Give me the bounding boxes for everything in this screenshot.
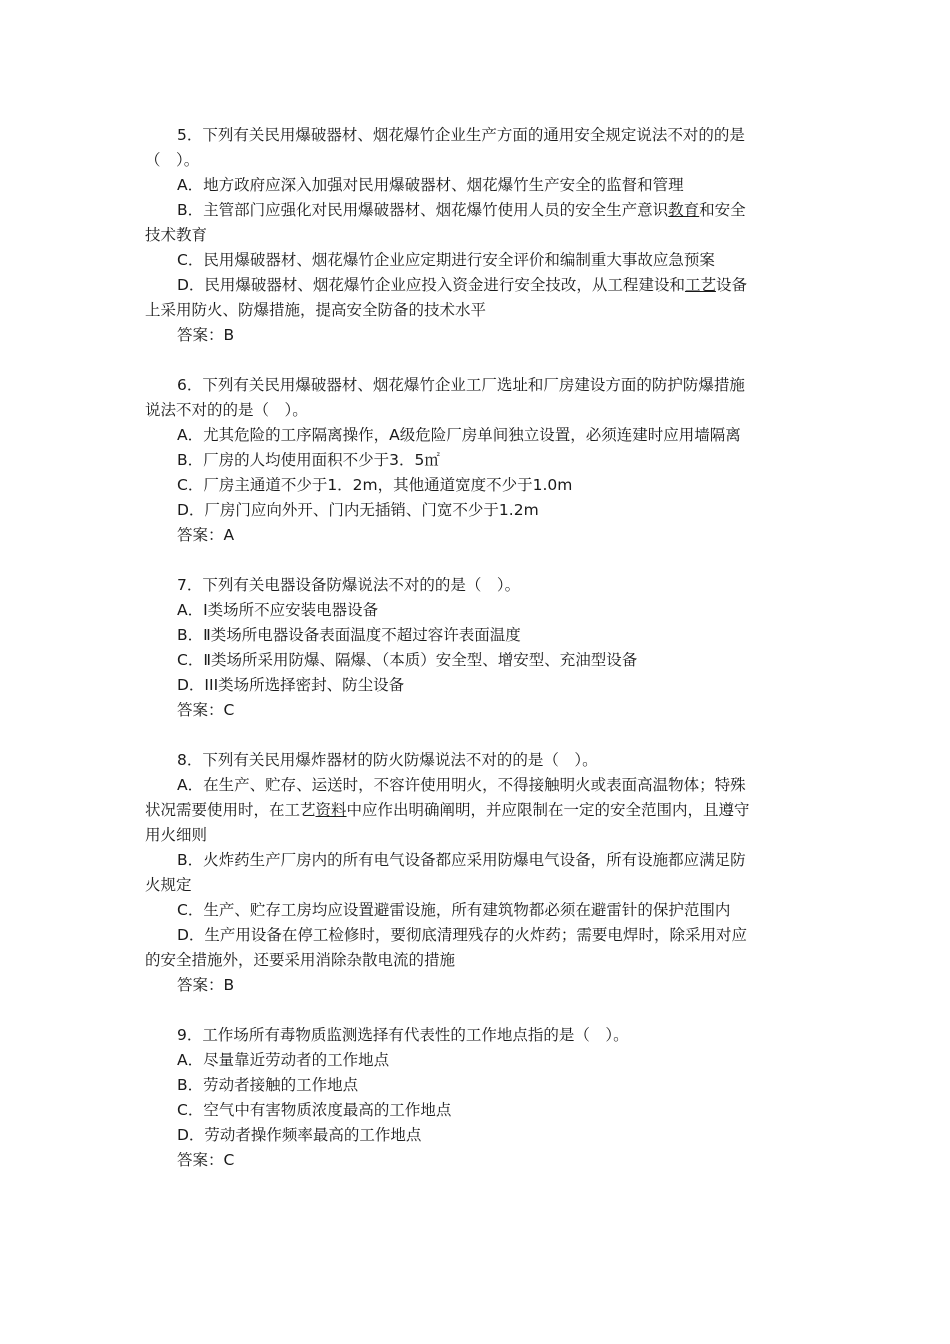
question-stem: 6．下列有关民用爆破器材、烟花爆竹企业工厂选址和厂房建设方面的防护防爆措施 [177,376,745,394]
question-8 [145,748,800,998]
question-5 [145,123,800,348]
option-b-text: B．主管部门应强化对民用爆破器材、烟花爆竹使用人员的安全生产意识 [177,201,669,219]
option-a-text-end: 中应作出明确阐明，并应限制在一定的安全范围内，且遵守 [346,801,750,819]
option-a-continued [145,798,800,823]
option-a: A．尽量靠近劳动者的工作地点 [177,1051,390,1069]
question-stem: 7．下列有关电器设备防爆说法不对的的是（ ）。 [177,576,521,594]
option-c: C．空气中有害物质浓度最高的工作地点 [177,1101,452,1119]
underlined-link[interactable]: 工艺 [684,276,716,294]
option-d-text-end: 设备 [715,276,747,294]
option-d: D．厂房门应向外开、门内无插销、门宽不少于1.2m [177,501,539,519]
option-d-continued: 上采用防火、防爆措施，提高安全防备的技术水平 [145,301,487,319]
option-b: B．Ⅱ类场所电器设备表面温度不超过容许表面温度 [177,626,521,644]
underlined-link[interactable]: 教育 [668,201,700,219]
option-c: C．民用爆破器材、烟花爆竹企业应定期进行安全评价和编制重大事故应急预案 [177,251,715,269]
question-stem: 5．下列有关民用爆破器材、烟花爆竹企业生产方面的通用安全规定说法不对的的是 [177,126,745,144]
option-a: A．尤其危险的工序隔离操作，A级危险厂房单间独立设置，必须连建时应用墙隔离 [177,426,741,444]
option-d: D．生产用设备在停工检修时，要彻底清理残存的火炸药；需要电焊时，除采用对应 [177,926,747,944]
option-c: C．生产、贮存工房均应设置避雷设施，所有建筑物都必须在避雷针的保护范围内 [177,901,731,919]
option-b-continued: 技术教育 [145,226,208,244]
option-b: B．厂房的人均使用面积不少于3．5㎡ [177,451,440,469]
option-d: D．劳动者操作频率最高的工作地点 [177,1126,422,1144]
question-stem: 9．工作场所有毒物质监测选择有代表性的工作地点指的是（ ）。 [177,1026,629,1044]
underlined-link[interactable]: 资料 [315,801,347,819]
option-a: A．地方政府应深入加强对民用爆破器材、烟花爆竹生产安全的监督和管理 [177,176,684,194]
question-6 [145,373,800,548]
option-b-continued: 火规定 [145,876,192,894]
question-stem-continued: （ ）。 [145,151,200,169]
question-stem: 8．下列有关民用爆炸器材的防火防爆说法不对的的是（ ）。 [177,751,598,769]
answer: 答案：C [177,1151,235,1169]
answer: 答案：B [177,976,235,994]
option-b [145,198,800,223]
option-a-text: 状况需要使用时，在工艺 [145,801,316,819]
option-d: D．III类场所选择密封、防尘设备 [177,676,405,694]
option-b: B．劳动者接触的工作地点 [177,1076,359,1094]
option-a-continued-2: 用火细则 [145,826,208,844]
question-7 [145,573,800,723]
option-d-text: D．民用爆破器材、烟花爆竹企业应投入资金进行安全技改，从工程建设和 [177,276,685,294]
option-d-continued: 的安全措施外，还要采用消除杂散电流的措施 [145,951,456,969]
option-a: A．在生产、贮存、运送时，不容许使用明火，不得接触明火或表面高温物体；特殊 [177,776,746,794]
option-d [145,273,800,298]
option-b: B．火炸药生产厂房内的所有电气设备都应采用防爆电气设备，所有设施都应满足防 [177,851,746,869]
option-b-text-end: 和安全 [699,201,746,219]
option-a: A．I类场所不应安装电器设备 [177,601,379,619]
question-stem-continued: 说法不对的的是（ ）。 [145,401,308,419]
answer: 答案：C [177,701,235,719]
option-c: C．Ⅱ类场所采用防爆、隔爆、（本质）安全型、增安型、充油型设备 [177,651,638,669]
answer: 答案：A [177,526,235,544]
option-c: C．厂房主通道不少于1．2m，其他通道宽度不少于1.0m [177,476,573,494]
answer: 答案：B [177,326,235,344]
question-9 [145,1023,800,1173]
